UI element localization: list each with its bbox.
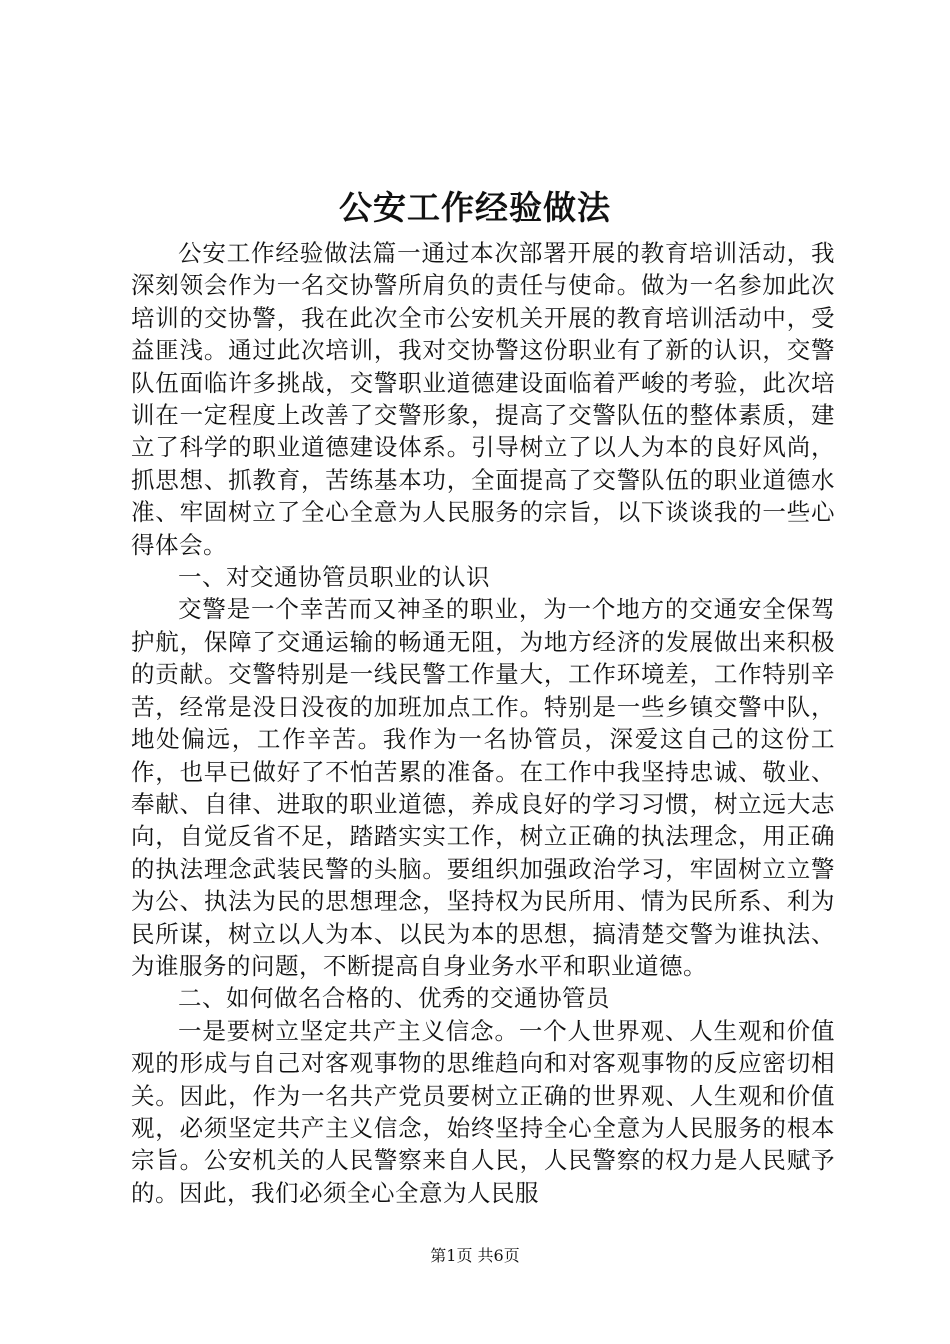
paragraph-section-1: 交警是一个幸苦而又神圣的职业，为一个地方的交通安全保驾护航，保障了交通运输的畅通无阻，为地方经济的发展做出来积极的贡献。交警特别是一线民警工作量大，工作环境差，工作特别辛苦，经常是没日没夜的加班加点工作。特别是一些乡镇交警中队，地处偏远，工作辛苦。我作为一名协管员，深爱这自己的这份工作，也早已做好了不怕苦累的准备。在工作中我坚持忠诚、敬业、奉献、自律、进取的职业道德，养成良好的学习习惯，树立远大志向，自觉反省不足，踏踏实实工作，树立正确的执法理念，用正确的执法理念武装民警的头脑。要组织加强政治学习，牢固树立立警为公、执法为民的思想理念，坚持权为民所用、情为民所系、利为民所谋，树立以人为本、以民为本的思想，搞清楚交警为谁执法、为谁服务的问题，不断提高自身业务水平和职业道德。: [131, 595, 835, 980]
section-heading-2: 二、如何做名合格的、优秀的交通协管员: [178, 984, 610, 1013]
page-footer: 第1页 共6页: [430, 1246, 520, 1265]
paragraph-section-2: 一是要树立坚定共产主义信念。一个人世界观、人生观和价值观的形成与自己对客观事物的思维趋向和对客观事物的反应密切相关。因此，作为一名共产党员要树立正确的世界观、人生观和价值观，必须坚定共产主义信念，始终坚持全心全意为人民服务的根本宗旨。公安机关的人民警察来自人民，人民警察的权力是人民赋予的。因此，我们必须全心全意为人民服: [131, 1016, 835, 1207]
section-heading-1: 一、对交通协管员职业的认识: [178, 563, 490, 592]
paragraph-intro: 公安工作经验做法篇一通过本次部署开展的教育培训活动，我深刻领会作为一名交协警所肩负的责任与使命。做为一名参加此次培训的交协警，我在此次全市公安机关开展的教育培训活动中，受益匪浅。通过此次培训，我对交协警这份职业有了新的认识，交警队伍面临许多挑战，交警职业道德建设面临着严峻的考验，此次培训在一定程度上改善了交警形象，提高了交警队伍的整体素质，建立了科学的职业道德建设体系。引导树立了以人为本的良好风尚，抓思想、抓教育，苦练基本功，全面提高了交警队伍的职业道德水准、牢固树立了全心全意为人民服务的宗旨，以下谈谈我的一些心得体会。: [131, 239, 835, 559]
document-body: [131, 237, 835, 1209]
document-title: 公安工作经验做法: [339, 188, 611, 227]
